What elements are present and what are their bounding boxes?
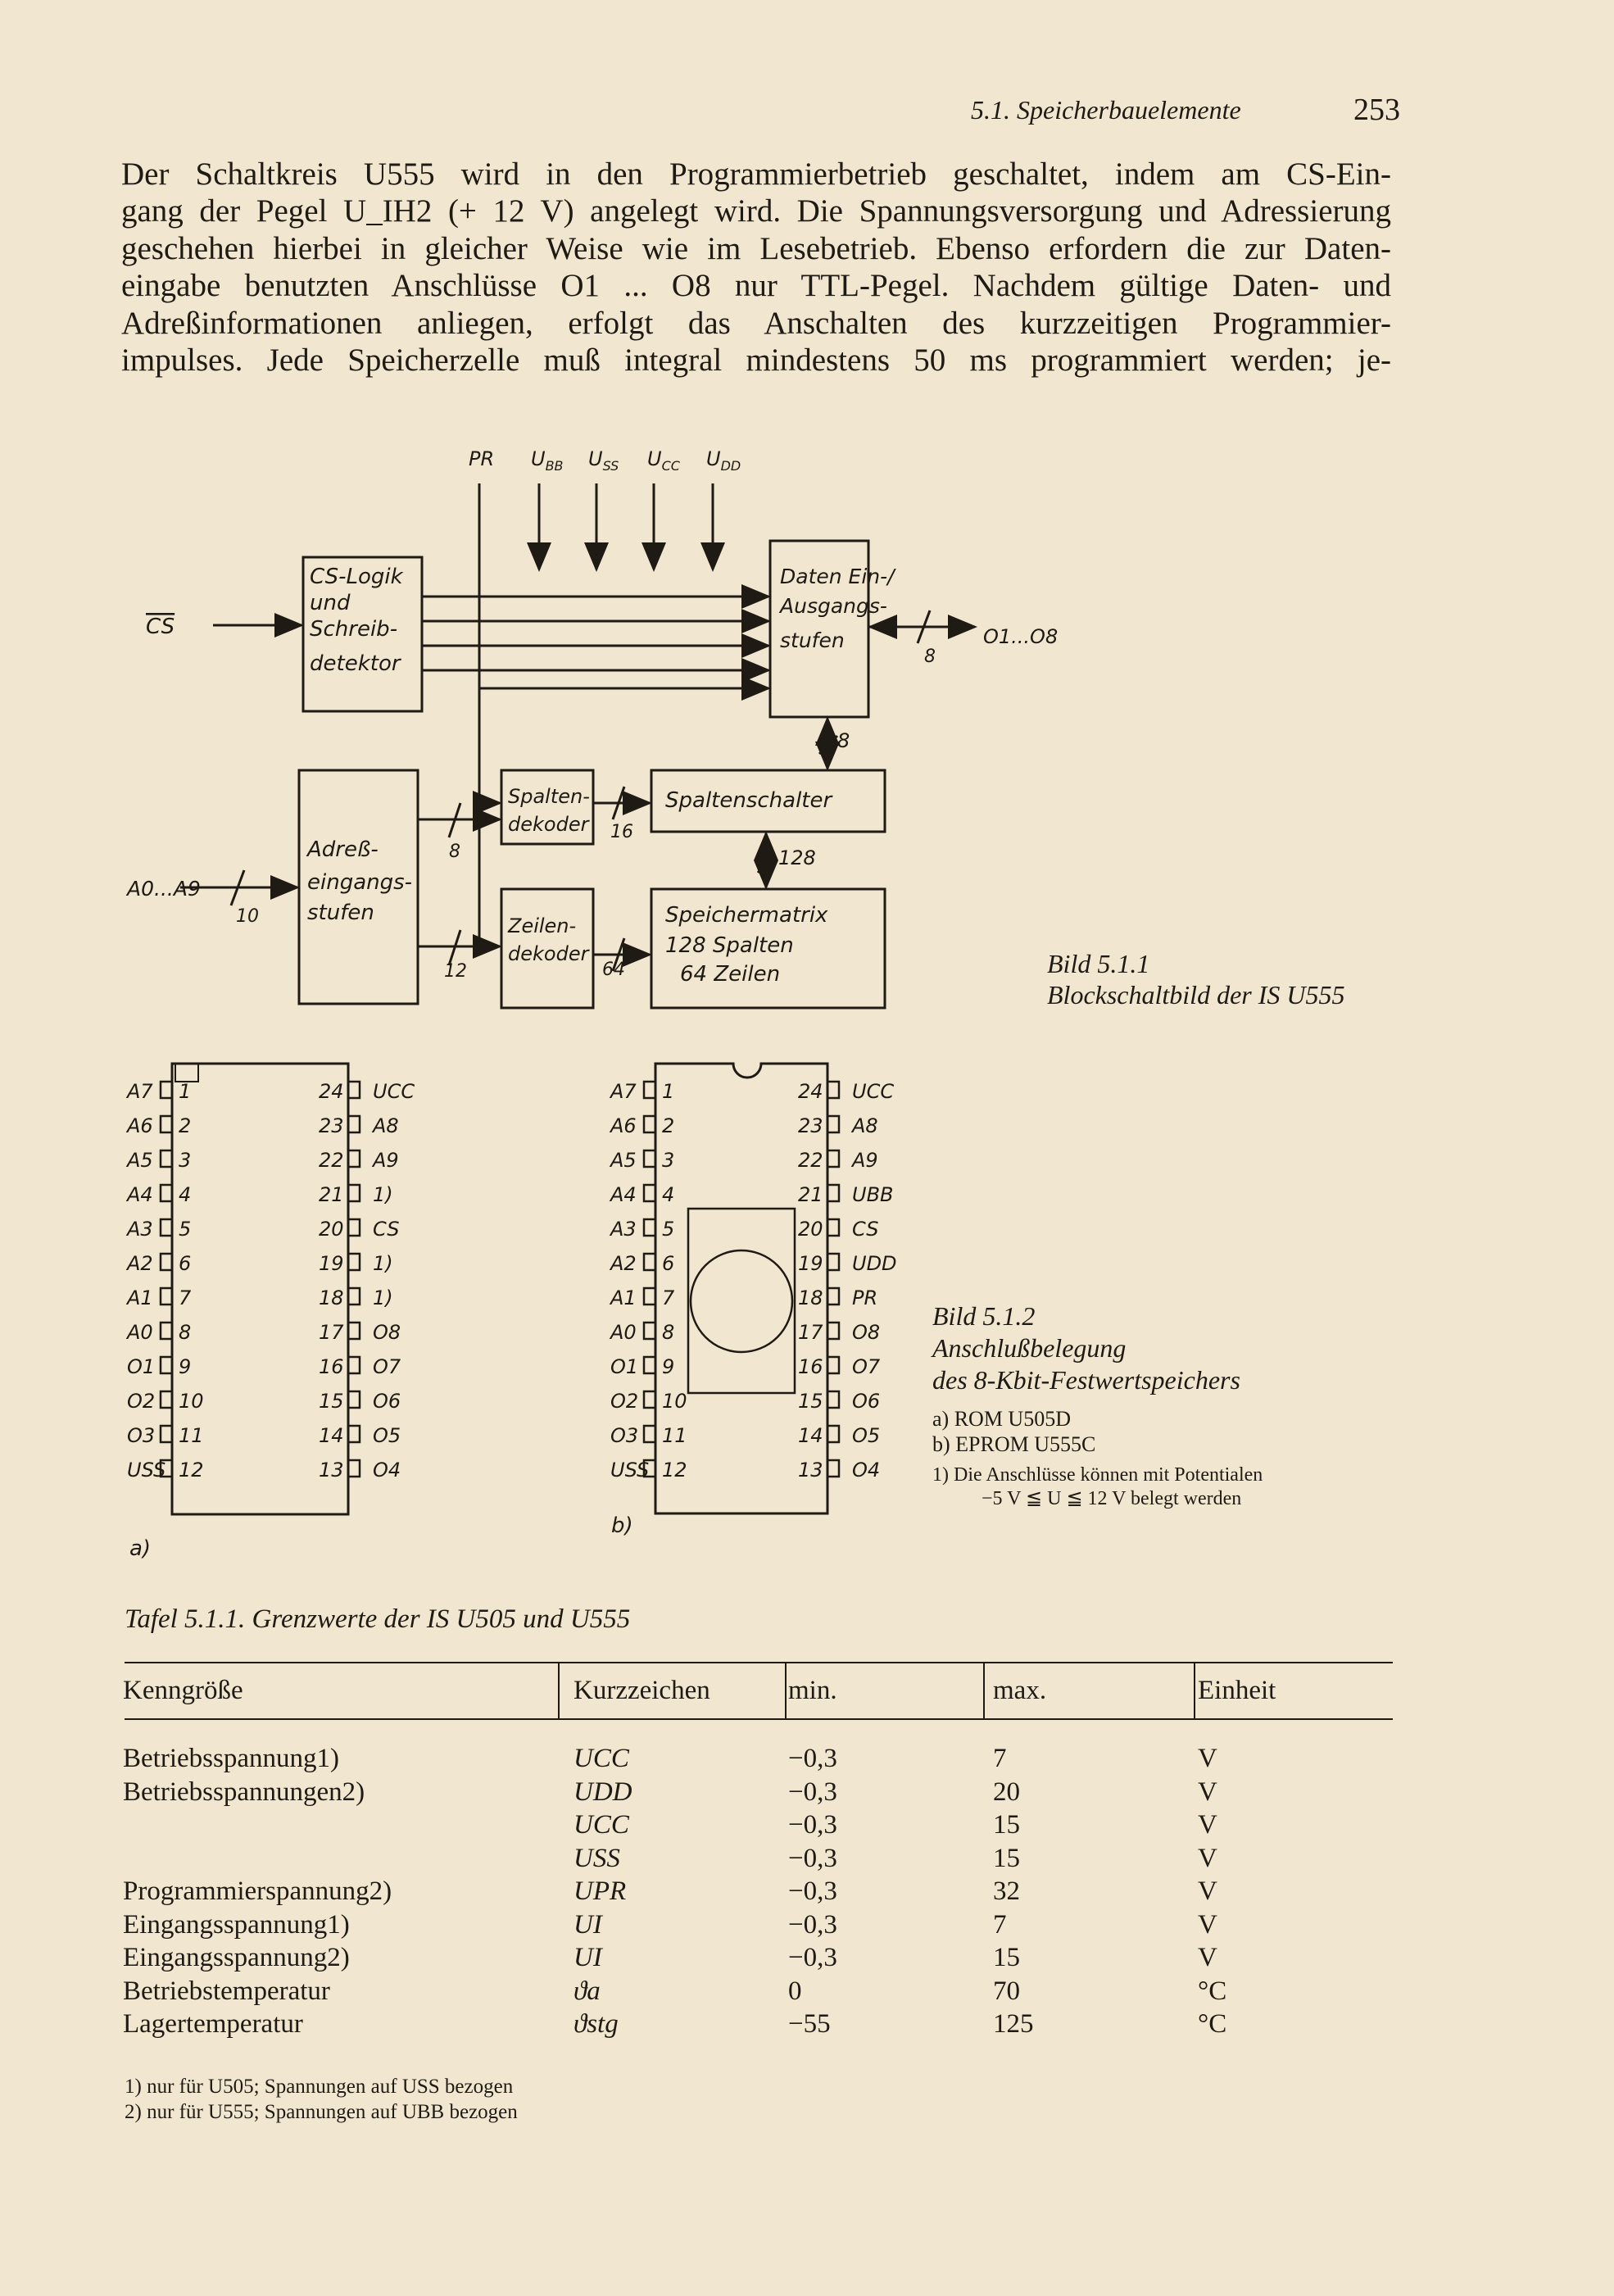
pin-signal: A9 bbox=[373, 1149, 399, 1172]
pin-number: 8 bbox=[179, 1321, 192, 1344]
address-bus-width: 10 bbox=[236, 906, 259, 927]
pin-signal: O1 bbox=[127, 1355, 156, 1378]
pin-number: 18 bbox=[798, 1286, 823, 1309]
pin-marker bbox=[827, 1185, 839, 1201]
pin-signal: O3 bbox=[127, 1424, 156, 1447]
table-row bbox=[123, 2008, 1226, 2041]
col-decoder-line: dekoder bbox=[508, 813, 589, 836]
pin-number: 24 bbox=[798, 1080, 823, 1103]
bild-512-item-a: a) ROM U505D bbox=[932, 1407, 1071, 1431]
table-cell: UDD bbox=[574, 1776, 632, 1807]
pinout-b-diagram bbox=[574, 1041, 967, 1565]
pr-label: PR bbox=[469, 447, 495, 470]
pin-signal: O1 bbox=[610, 1355, 639, 1378]
pin-number: 1 bbox=[179, 1080, 192, 1103]
pin-marker bbox=[348, 1254, 360, 1270]
pin-signal: O8 bbox=[852, 1321, 881, 1344]
address-stage-line: stufen bbox=[307, 901, 374, 925]
header-cell: min. bbox=[788, 1676, 837, 1705]
pin-signal: O6 bbox=[373, 1390, 401, 1413]
pin-signal: A8 bbox=[373, 1114, 399, 1137]
table-cell bbox=[123, 1808, 574, 1842]
header-cell: Einheit bbox=[1198, 1676, 1276, 1705]
pin-number: 14 bbox=[798, 1424, 823, 1447]
pinout-a-label: a) bbox=[129, 1536, 152, 1561]
pin-signal: O4 bbox=[852, 1459, 881, 1482]
pin-signal: A4 bbox=[127, 1183, 153, 1206]
table-row bbox=[123, 1742, 1226, 1776]
pin-number: 3 bbox=[662, 1149, 675, 1172]
pin-signal: A1 bbox=[127, 1286, 153, 1309]
table-cell: ϑstg bbox=[574, 2009, 619, 2039]
table-cell: 15 bbox=[993, 1843, 1020, 1873]
table-cell: °C bbox=[1198, 1976, 1227, 2006]
pin-marker bbox=[827, 1357, 839, 1373]
pin-marker bbox=[348, 1116, 360, 1132]
table-cell: −55 bbox=[788, 2009, 831, 2039]
table-cell: 32 bbox=[993, 1876, 1020, 1906]
bild-512-caption-1: Anschlußbelegung bbox=[932, 1333, 1127, 1363]
table-cell: 70 bbox=[993, 1976, 1020, 2006]
pin-number: 4 bbox=[179, 1183, 192, 1206]
cs-input-label: CS bbox=[146, 615, 175, 639]
page-number: 253 bbox=[1353, 93, 1400, 127]
uss-label: $U_{SS}$ bbox=[588, 447, 619, 474]
table-cell bbox=[123, 1842, 574, 1876]
paragraph-line: Der Schaltkreis U555 wird in den Programmierbetrieb geschaltet, indem am CS-Ein- bbox=[121, 157, 1391, 192]
pin-marker bbox=[827, 1426, 839, 1442]
pin-signal: PR bbox=[852, 1286, 878, 1309]
matrix-bus-width: 128 bbox=[778, 846, 816, 869]
table-cell: −0,3 bbox=[788, 1909, 837, 1940]
pin-marker bbox=[827, 1116, 839, 1132]
pin-marker bbox=[348, 1391, 360, 1408]
table-header-rule bbox=[125, 1718, 1393, 1720]
pin-marker bbox=[161, 1426, 172, 1442]
table-cell: UI bbox=[574, 1943, 602, 1972]
table-cell: −0,3 bbox=[788, 1843, 837, 1873]
ubb-label: $U_{BB}$ bbox=[531, 447, 564, 474]
pin-signal: UBB bbox=[852, 1183, 894, 1206]
col-decoder-bus-in: 8 bbox=[449, 842, 460, 862]
cs-logic-line: und bbox=[310, 591, 351, 615]
pin-marker bbox=[827, 1254, 839, 1270]
pin-signal: A7 bbox=[127, 1080, 153, 1103]
table-cell: V bbox=[1198, 1810, 1217, 1840]
cs-logic-line: Schreib- bbox=[310, 617, 398, 642]
table-cell: Betriebstemperatur bbox=[123, 1976, 330, 2006]
block-diagram bbox=[0, 0, 1614, 1065]
bild-512-item-b: b) EPROM U555C bbox=[932, 1432, 1096, 1456]
table-cell: UCC bbox=[574, 1744, 629, 1773]
pin-marker bbox=[644, 1323, 655, 1339]
pin-marker bbox=[827, 1288, 839, 1305]
pin-signal: O2 bbox=[610, 1390, 639, 1413]
table-cell: Eingangsspannung1) bbox=[123, 1909, 350, 1940]
row-decoder-line: Zeilen- bbox=[508, 914, 577, 937]
pin-number: 2 bbox=[179, 1114, 192, 1137]
table-cell: V bbox=[1198, 1909, 1217, 1940]
table-row bbox=[123, 1776, 1226, 1809]
header-cell: Kenngröße bbox=[123, 1676, 243, 1705]
pin-number: 6 bbox=[662, 1252, 675, 1275]
pin-number: 21 bbox=[798, 1183, 823, 1206]
bild-512-note-2: −5 V ≦ U ≦ 12 V belegt werden bbox=[982, 1488, 1242, 1509]
bild-511-caption: Blockschaltbild der IS U555 bbox=[1047, 980, 1345, 1010]
pin-marker bbox=[644, 1426, 655, 1442]
pin-number: 2 bbox=[662, 1114, 675, 1137]
pin-number: 5 bbox=[179, 1218, 192, 1241]
pin-number: 7 bbox=[179, 1286, 192, 1309]
pin-number: 21 bbox=[319, 1183, 344, 1206]
table-cell: Eingangsspannung2) bbox=[123, 1943, 350, 1972]
table-cell: Lagertemperatur bbox=[123, 2009, 303, 2039]
pin-signal: 1) bbox=[373, 1252, 393, 1275]
table-row bbox=[123, 1842, 1226, 1876]
output-bus-width: 8 bbox=[924, 647, 936, 667]
pin-marker bbox=[827, 1219, 839, 1236]
table-cell: V bbox=[1198, 1876, 1217, 1906]
row-decoder-line: dekoder bbox=[508, 942, 589, 965]
pin-signal: USS bbox=[127, 1459, 166, 1482]
pin-number: 10 bbox=[662, 1390, 687, 1413]
pin-marker bbox=[348, 1288, 360, 1305]
row-decoder-bus-in: 12 bbox=[444, 961, 467, 982]
pin-number: 20 bbox=[319, 1218, 344, 1241]
pin-marker bbox=[644, 1082, 655, 1098]
table-cell: V bbox=[1198, 1943, 1217, 1972]
pin-signal: A1 bbox=[610, 1286, 637, 1309]
pin-marker bbox=[348, 1082, 360, 1098]
pin-number: 15 bbox=[798, 1390, 823, 1413]
address-stage-line: eingangs- bbox=[307, 870, 413, 895]
pin-number: 7 bbox=[662, 1286, 675, 1309]
table-cell: −0,3 bbox=[788, 1744, 837, 1773]
pin-signal: UCC bbox=[373, 1080, 415, 1103]
table-cell: UI bbox=[574, 1909, 602, 1940]
pin-signal: UCC bbox=[852, 1080, 895, 1103]
pin-marker bbox=[161, 1288, 172, 1305]
uv-window-icon bbox=[691, 1250, 792, 1352]
output-label: O1...O8 bbox=[983, 625, 1059, 648]
pin-marker bbox=[161, 1391, 172, 1408]
pin-number: 5 bbox=[662, 1218, 675, 1241]
table-cell: Betriebsspannung1) bbox=[123, 1744, 339, 1773]
pin-marker bbox=[827, 1082, 839, 1098]
address-input-label: A0...A9 bbox=[127, 877, 201, 901]
pin-marker bbox=[644, 1288, 655, 1305]
table-cell: 15 bbox=[993, 1810, 1020, 1840]
paragraph-line: eingabe benutzten Anschlüsse O1 ... O8 nur TTL-Pegel. Nachdem gültige Daten- und bbox=[121, 268, 1391, 304]
data-io-line: stufen bbox=[780, 628, 845, 652]
pin-signal: O7 bbox=[373, 1355, 401, 1378]
pin-signal: A5 bbox=[127, 1149, 153, 1172]
pin-number: 12 bbox=[662, 1459, 687, 1482]
pin-number: 11 bbox=[662, 1424, 687, 1447]
pin-signal: A6 bbox=[610, 1114, 637, 1137]
table-cell: ϑa bbox=[574, 1976, 601, 2006]
pin-number: 11 bbox=[179, 1424, 204, 1447]
table-row bbox=[123, 1975, 1226, 2008]
table-cell: 0 bbox=[788, 1976, 802, 2006]
pin-number: 6 bbox=[179, 1252, 192, 1275]
table-cell: Betriebsspannungen2) bbox=[123, 1776, 365, 1807]
pin-number: 18 bbox=[319, 1286, 344, 1309]
pin-number: 17 bbox=[798, 1321, 823, 1344]
data-io-line: Ausgangs- bbox=[780, 594, 887, 618]
data-io-line: Daten Ein-/ bbox=[780, 565, 895, 588]
pin-signal: 1) bbox=[373, 1286, 393, 1309]
pin-number: 17 bbox=[319, 1321, 344, 1344]
pin-signal: A7 bbox=[610, 1080, 637, 1103]
pin-signal: O2 bbox=[127, 1390, 156, 1413]
table-row bbox=[123, 1875, 1226, 1908]
pin-signal: O5 bbox=[373, 1424, 401, 1447]
limits-table-body bbox=[123, 1742, 1226, 2041]
uv-window-frame bbox=[688, 1209, 795, 1393]
pin-marker bbox=[348, 1323, 360, 1339]
table-cell: 7 bbox=[993, 1909, 1007, 1940]
pin-marker bbox=[161, 1116, 172, 1132]
pin-marker bbox=[161, 1082, 172, 1098]
pin-signal: A6 bbox=[127, 1114, 153, 1137]
table-cell: UPR bbox=[574, 1876, 627, 1906]
table-cell: V bbox=[1198, 1744, 1217, 1773]
pin-signal: CS bbox=[852, 1218, 879, 1241]
table-top-rule bbox=[125, 1662, 1393, 1663]
pin-signal: A2 bbox=[610, 1252, 637, 1275]
pin-signal: 1) bbox=[373, 1183, 393, 1206]
pin-number: 9 bbox=[662, 1355, 675, 1378]
pin-signal: A0 bbox=[127, 1321, 153, 1344]
pin-marker bbox=[348, 1426, 360, 1442]
header-cell: Kurzzeichen bbox=[574, 1676, 710, 1705]
pin-marker bbox=[348, 1219, 360, 1236]
pin-number: 22 bbox=[798, 1149, 823, 1172]
pin-marker bbox=[161, 1357, 172, 1373]
running-head-section: 5.1. Speicherbauelemente bbox=[971, 95, 1241, 125]
pin-marker bbox=[348, 1185, 360, 1201]
bild-511-title: Bild 5.1.1 bbox=[1047, 949, 1150, 978]
table-cell: 7 bbox=[993, 1744, 1007, 1773]
pin-number: 16 bbox=[319, 1355, 344, 1378]
col-decoder-bus-out: 16 bbox=[610, 822, 633, 842]
table-cell: V bbox=[1198, 1776, 1217, 1807]
pin-number: 12 bbox=[179, 1459, 204, 1482]
pin-marker bbox=[644, 1219, 655, 1236]
table-cell: °C bbox=[1198, 2009, 1227, 2039]
pin-number: 3 bbox=[179, 1149, 192, 1172]
pin-signal: A0 bbox=[610, 1321, 637, 1344]
pin-marker bbox=[644, 1357, 655, 1373]
pin-marker bbox=[161, 1254, 172, 1270]
table-row bbox=[123, 1908, 1226, 1942]
matrix-line: Speichermatrix bbox=[665, 903, 828, 928]
pin-signal: USS bbox=[610, 1459, 650, 1482]
column-switch-label: Spaltenschalter bbox=[665, 788, 832, 813]
pin-number: 10 bbox=[179, 1390, 204, 1413]
pin-number: 15 bbox=[319, 1390, 344, 1413]
footnote-2: 2) nur für U555; Spannungen auf UBB bezogen bbox=[125, 2101, 518, 2123]
row-decoder-bus-out: 64 bbox=[602, 960, 625, 980]
pin-marker bbox=[644, 1391, 655, 1408]
paragraph-line: gang der Pegel U_IH2 (+ 12 V) angelegt wird. Die Spannungsversorgung und Adressierung bbox=[121, 193, 1391, 229]
pin-signal: O8 bbox=[373, 1321, 401, 1344]
pin-number: 19 bbox=[319, 1252, 344, 1275]
pin-signal: O5 bbox=[852, 1424, 881, 1447]
pin-signal: A2 bbox=[127, 1252, 153, 1275]
bild-512-note-1: 1) Die Anschlüsse können mit Potentialen bbox=[932, 1464, 1263, 1486]
table-title: Tafel 5.1.1. Grenzwerte der IS U505 und U555 bbox=[125, 1604, 631, 1634]
pin-marker bbox=[161, 1185, 172, 1201]
pin-signal: CS bbox=[373, 1218, 400, 1241]
address-stage-line: Adreß- bbox=[307, 837, 379, 862]
pin-marker bbox=[644, 1185, 655, 1201]
pin-number: 13 bbox=[319, 1459, 344, 1482]
udd-label: $U_{DD}$ bbox=[706, 447, 741, 474]
pin-number: 22 bbox=[319, 1149, 344, 1172]
matrix-line: 128 Spalten bbox=[665, 933, 794, 958]
table-cell: −0,3 bbox=[788, 1943, 837, 1972]
cs-logic-line: CS-Logik bbox=[310, 565, 403, 589]
matrix-line: 64 Zeilen bbox=[680, 962, 781, 987]
pin-marker bbox=[644, 1150, 655, 1167]
pin-marker bbox=[644, 1254, 655, 1270]
bild-512-caption-2: des 8-Kbit-Festwertspeichers bbox=[932, 1365, 1240, 1395]
data-bus-width: 8 bbox=[837, 729, 850, 752]
table-cell: Programmierspannung2) bbox=[123, 1876, 392, 1906]
bild-512-title: Bild 5.1.2 bbox=[932, 1301, 1036, 1331]
limits-table-header bbox=[123, 1676, 1276, 1706]
pin-marker bbox=[161, 1150, 172, 1167]
col-decoder-line: Spalten- bbox=[508, 785, 590, 808]
pin-number: 19 bbox=[798, 1252, 823, 1275]
pin-number: 16 bbox=[798, 1355, 823, 1378]
table-cell: 20 bbox=[993, 1776, 1020, 1807]
pin-number: 1 bbox=[662, 1080, 675, 1103]
pinout-b-label: b) bbox=[611, 1513, 633, 1538]
pin-number: 8 bbox=[662, 1321, 675, 1344]
pin-marker bbox=[348, 1357, 360, 1373]
pin-signal: A9 bbox=[852, 1149, 878, 1172]
pin-signal: A8 bbox=[852, 1114, 878, 1137]
pin-marker bbox=[161, 1323, 172, 1339]
table-row bbox=[123, 1808, 1226, 1842]
pin-marker bbox=[348, 1150, 360, 1167]
pin-number: 13 bbox=[798, 1459, 823, 1482]
pin-signal: O7 bbox=[852, 1355, 881, 1378]
table-cell: 15 bbox=[993, 1943, 1020, 1972]
pin-signal: A3 bbox=[127, 1218, 153, 1241]
ucc-label: $U_{CC}$ bbox=[647, 447, 680, 474]
paragraph-line: impulses. Jede Speicherzelle muß integral mindestens 50 ms programmiert werden; je- bbox=[121, 343, 1391, 379]
pin-marker bbox=[827, 1391, 839, 1408]
pin-signal: O3 bbox=[610, 1424, 639, 1447]
pinout-a-diagram bbox=[0, 1057, 508, 1565]
table-cell: V bbox=[1198, 1843, 1217, 1873]
pin-signal: O6 bbox=[852, 1390, 881, 1413]
cs-logic-line: detektor bbox=[310, 651, 401, 676]
pin-signal: A4 bbox=[610, 1183, 637, 1206]
pinout-a-notch bbox=[175, 1064, 198, 1082]
table-header-row bbox=[123, 1676, 1276, 1706]
paragraph-line: Adreßinformationen anliegen, erfolgt das Anschalten des kurzzeitigen Programmier- bbox=[121, 305, 1391, 341]
table-cell: −0,3 bbox=[788, 1776, 837, 1807]
pin-marker bbox=[827, 1460, 839, 1477]
pin-number: 4 bbox=[662, 1183, 675, 1206]
pin-signal: A3 bbox=[610, 1218, 637, 1241]
table-cell: 125 bbox=[993, 2009, 1034, 2039]
pin-number: 23 bbox=[798, 1114, 823, 1137]
pin-signal: O4 bbox=[373, 1459, 401, 1482]
table-cell: USS bbox=[574, 1843, 620, 1873]
pin-signal: UDD bbox=[852, 1252, 897, 1275]
table-cell: −0,3 bbox=[788, 1876, 837, 1906]
pin-number: 9 bbox=[179, 1355, 192, 1378]
pin-number: 23 bbox=[319, 1114, 344, 1137]
pin-marker bbox=[644, 1116, 655, 1132]
pin-marker bbox=[161, 1219, 172, 1236]
pin-marker bbox=[348, 1460, 360, 1477]
table-cell: −0,3 bbox=[788, 1810, 837, 1840]
header-cell: max. bbox=[993, 1676, 1047, 1705]
table-cell: UCC bbox=[574, 1810, 629, 1840]
paragraph-line: geschehen hierbei in gleicher Weise wie im Lesebetrieb. Ebenso erfordern die zur Daten- bbox=[121, 230, 1391, 266]
pin-signal: A5 bbox=[610, 1149, 637, 1172]
pin-marker bbox=[827, 1150, 839, 1167]
table-row bbox=[123, 1941, 1226, 1975]
pin-number: 14 bbox=[319, 1424, 344, 1447]
pin-marker bbox=[827, 1323, 839, 1339]
pin-number: 24 bbox=[319, 1080, 344, 1103]
footnote-1: 1) nur für U505; Spannungen auf USS bezogen bbox=[125, 2076, 514, 2098]
pin-number: 20 bbox=[798, 1218, 823, 1241]
